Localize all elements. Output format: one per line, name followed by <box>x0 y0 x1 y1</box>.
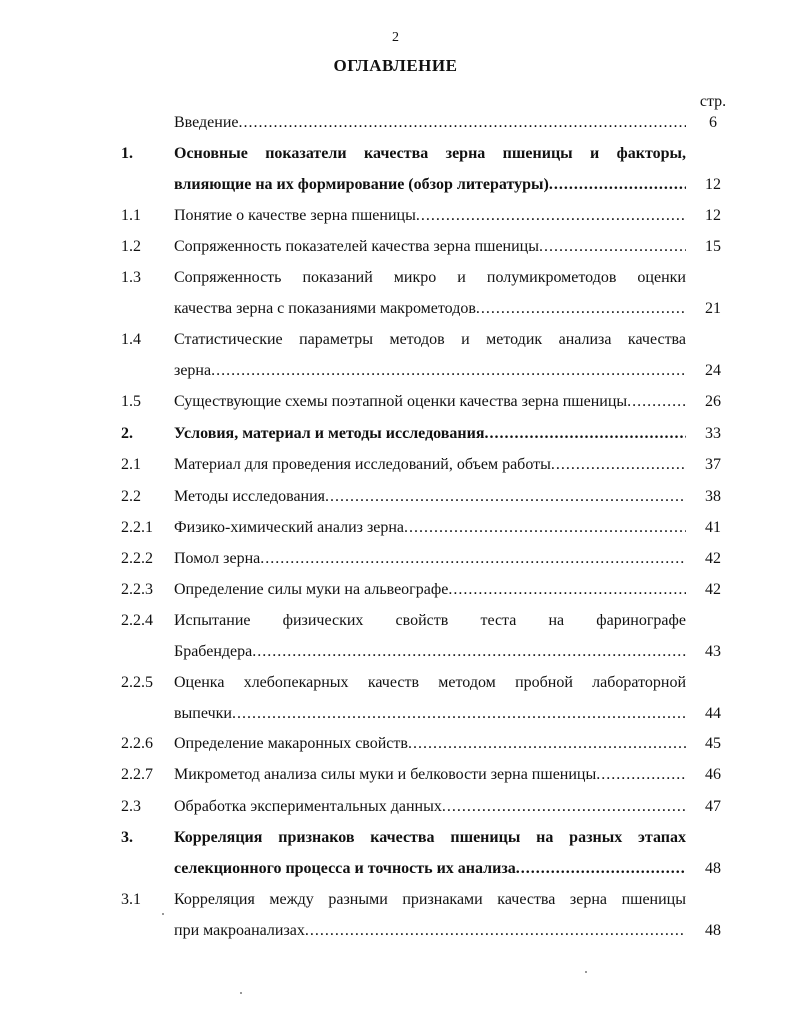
toc-entry-text: Материал для проведения исследований, объем работы <box>174 456 551 473</box>
toc-entry-title <box>174 386 686 417</box>
toc-entry-line-with-leader <box>174 386 686 417</box>
toc-entry-page: 42 <box>705 550 721 567</box>
toc-entry-line-with-leader <box>174 418 686 449</box>
toc-entry-number: 2.2 <box>121 488 141 505</box>
toc-entry-text: Понятие о качестве зерна пшеницы <box>174 207 416 224</box>
toc-entry-line-with-leader <box>174 293 686 324</box>
toc-entry-page: 43 <box>705 643 721 660</box>
toc-entry-page: 6 <box>709 114 717 131</box>
toc-entry-number: 1.5 <box>121 393 141 410</box>
toc-entry-title <box>174 231 686 262</box>
toc-entry-line-with-leader <box>174 169 686 200</box>
toc-entry-number: 2.2.1 <box>121 519 153 536</box>
toc-entry-text: Брабендера <box>174 643 253 660</box>
toc-entry-number: 2.2.2 <box>121 550 153 567</box>
toc-entry-number: 1.1 <box>121 207 141 224</box>
dot-leader <box>260 543 686 574</box>
toc-entry-text: Сопряженность показаний микро и полумикрометодов оценки <box>174 269 686 286</box>
dot-leader <box>416 200 686 231</box>
toc-entry-text: Определение макаронных свойств <box>174 735 408 752</box>
toc-entry-number: 1.2 <box>121 238 141 255</box>
toc-entry-text: Сопряженность показателей качества зерна пшеницы <box>174 238 539 255</box>
toc-entry-text: Оценка хлебопекарных качеств методом пробной лабораторной <box>174 674 686 691</box>
toc-entry-title <box>174 822 686 884</box>
toc-entry-title <box>174 481 686 512</box>
dot-leader <box>404 512 686 543</box>
toc-entry-number: 1.3 <box>121 269 141 286</box>
toc-entry-line-with-leader <box>174 915 686 946</box>
toc-entry-page: 48 <box>705 860 721 877</box>
dot-leader <box>408 728 686 759</box>
dot-leader <box>211 355 686 386</box>
toc-entry-text: Микрометод анализа силы муки и белковости зерна пшеницы <box>174 766 597 783</box>
toc-entry-line-with-leader <box>174 636 686 667</box>
toc-entry-text: влияющие на их формирование (обзор литературы) <box>174 176 549 193</box>
toc-entry-page: 33 <box>705 425 721 442</box>
dot-leader <box>239 107 687 138</box>
toc-entry-page: 12 <box>705 207 721 224</box>
toc-entry-line-with-leader <box>174 791 686 822</box>
toc-entry-title <box>174 728 686 759</box>
toc-entry-title <box>174 418 686 449</box>
toc-entry-page: 44 <box>705 705 721 722</box>
dot-leader <box>448 574 686 605</box>
toc-entry-page: 26 <box>705 393 721 410</box>
toc-entry-line-with-leader <box>174 853 686 884</box>
toc-entry-page: 37 <box>705 456 721 473</box>
toc-entry-text: Условия, материал и методы исследования <box>174 425 485 442</box>
toc-entry-text: Физико-химический анализ зерна <box>174 519 405 536</box>
toc-entry-page: 41 <box>705 519 721 536</box>
toc-entry-page: 47 <box>705 798 721 815</box>
scan-speck <box>585 971 587 973</box>
toc-entry-page: 24 <box>705 362 721 379</box>
dot-leader <box>596 759 686 790</box>
dot-leader <box>442 791 686 822</box>
toc-entry-number: 2.3 <box>121 798 141 815</box>
toc-entry-number: 2. <box>121 425 133 442</box>
toc-entry-text: Испытание физических свойств теста на фаринографе <box>174 612 686 629</box>
dot-leader <box>325 481 686 512</box>
toc-entry-number: 3.1 <box>121 891 141 908</box>
toc-entry-number: 2.2.6 <box>121 735 153 752</box>
dot-leader <box>485 418 687 449</box>
toc-entry-title <box>174 667 686 729</box>
toc-entry-page: 42 <box>705 581 721 598</box>
dot-leader <box>627 386 686 417</box>
dot-leader <box>551 449 686 480</box>
scan-speck <box>162 913 164 915</box>
page-title: ОГЛАВЛЕНИЕ <box>333 56 458 75</box>
toc-entry-title <box>174 138 686 200</box>
toc-entry-title <box>174 884 686 946</box>
toc-entry-line-with-leader <box>174 200 686 231</box>
toc-entry-page: 21 <box>705 300 721 317</box>
toc-entry-line-with-leader <box>174 512 686 543</box>
toc-entry-line-with-leader <box>174 481 686 512</box>
toc-entry-text: Помол зерна <box>174 550 261 567</box>
toc-entry-title <box>174 543 686 574</box>
toc-entry-title <box>174 574 686 605</box>
toc-entry-text: Существующие схемы поэтапной оценки качества зерна пшеницы <box>174 393 628 410</box>
toc-entry-title <box>174 324 686 386</box>
toc-entry-text: Корреляция между разными признаками качества зерна пшеницы <box>174 891 686 908</box>
toc-entry-number: 2.2.5 <box>121 674 153 691</box>
page-column-header: стр. <box>699 93 727 110</box>
toc-entry-text: Корреляция признаков качества пшеницы на разных этапах <box>174 829 686 846</box>
scan-speck <box>240 992 242 994</box>
toc-entry-page: 12 <box>705 176 721 193</box>
dot-leader <box>539 231 686 262</box>
dot-leader <box>549 169 686 200</box>
toc-entry-title <box>174 759 686 790</box>
toc-entry-line-with-leader <box>174 574 686 605</box>
toc-entry-number: 1. <box>121 145 133 162</box>
toc-entry-text: Обработка экспериментальных данных <box>174 798 442 815</box>
toc-entry-text: Методы исследования <box>174 488 326 505</box>
toc-entry-title <box>174 512 686 543</box>
dot-leader <box>516 853 686 884</box>
toc-entry-page: 46 <box>705 766 721 783</box>
toc-entry-line-with-leader <box>174 107 686 138</box>
toc-entry-text: при макроанализах <box>174 922 305 939</box>
toc-entry-line-with-leader <box>174 543 686 574</box>
toc-entry-text: выпечки <box>174 705 232 722</box>
toc-entry-title <box>174 791 686 822</box>
toc-entry-page: 45 <box>705 735 721 752</box>
toc-entry-line-with-leader <box>174 449 686 480</box>
page-number: 2 <box>392 30 399 45</box>
toc-entry-line-with-leader <box>174 231 686 262</box>
dot-leader <box>252 636 686 667</box>
toc-entry-page: 15 <box>705 238 721 255</box>
toc-entry-text: зерна <box>174 362 212 379</box>
toc-entry-text: Определение силы муки на альвеографе <box>174 581 449 598</box>
toc-entry-title <box>174 200 686 231</box>
toc-entry-text: Статистические параметры методов и методик анализа качества <box>174 331 686 348</box>
toc-entry-page: 48 <box>705 922 721 939</box>
toc-entry-number: 1.4 <box>121 331 141 348</box>
toc-entry-title <box>174 262 686 324</box>
toc-entry-title <box>174 449 686 480</box>
toc-entry-number: 2.2.7 <box>121 766 153 783</box>
toc-entry-title <box>174 107 686 138</box>
toc-entry-line-with-leader <box>174 355 686 386</box>
toc-entry-text: Введение <box>174 114 239 131</box>
toc-entry-number: 2.2.4 <box>121 612 153 629</box>
toc-entry-text: качества зерна с показаниями макрометодов <box>174 300 476 317</box>
toc-entry-line-with-leader <box>174 698 686 729</box>
toc-entry-text: Основные показатели качества зерна пшеницы и факторы, <box>174 145 686 162</box>
toc-entry-line-with-leader <box>174 728 686 759</box>
toc-entry-page: 38 <box>705 488 721 505</box>
toc-entry-number: 2.1 <box>121 456 141 473</box>
toc-entry-number: 3. <box>121 829 133 846</box>
toc-entry-text: селекционного процесса и точность их анализа <box>174 860 516 877</box>
dot-leader <box>476 293 686 324</box>
toc-entry-line-with-leader <box>174 759 686 790</box>
dot-leader <box>305 915 686 946</box>
dot-leader <box>232 698 686 729</box>
toc-entry-title <box>174 605 686 667</box>
toc-entry-number: 2.2.3 <box>121 581 153 598</box>
